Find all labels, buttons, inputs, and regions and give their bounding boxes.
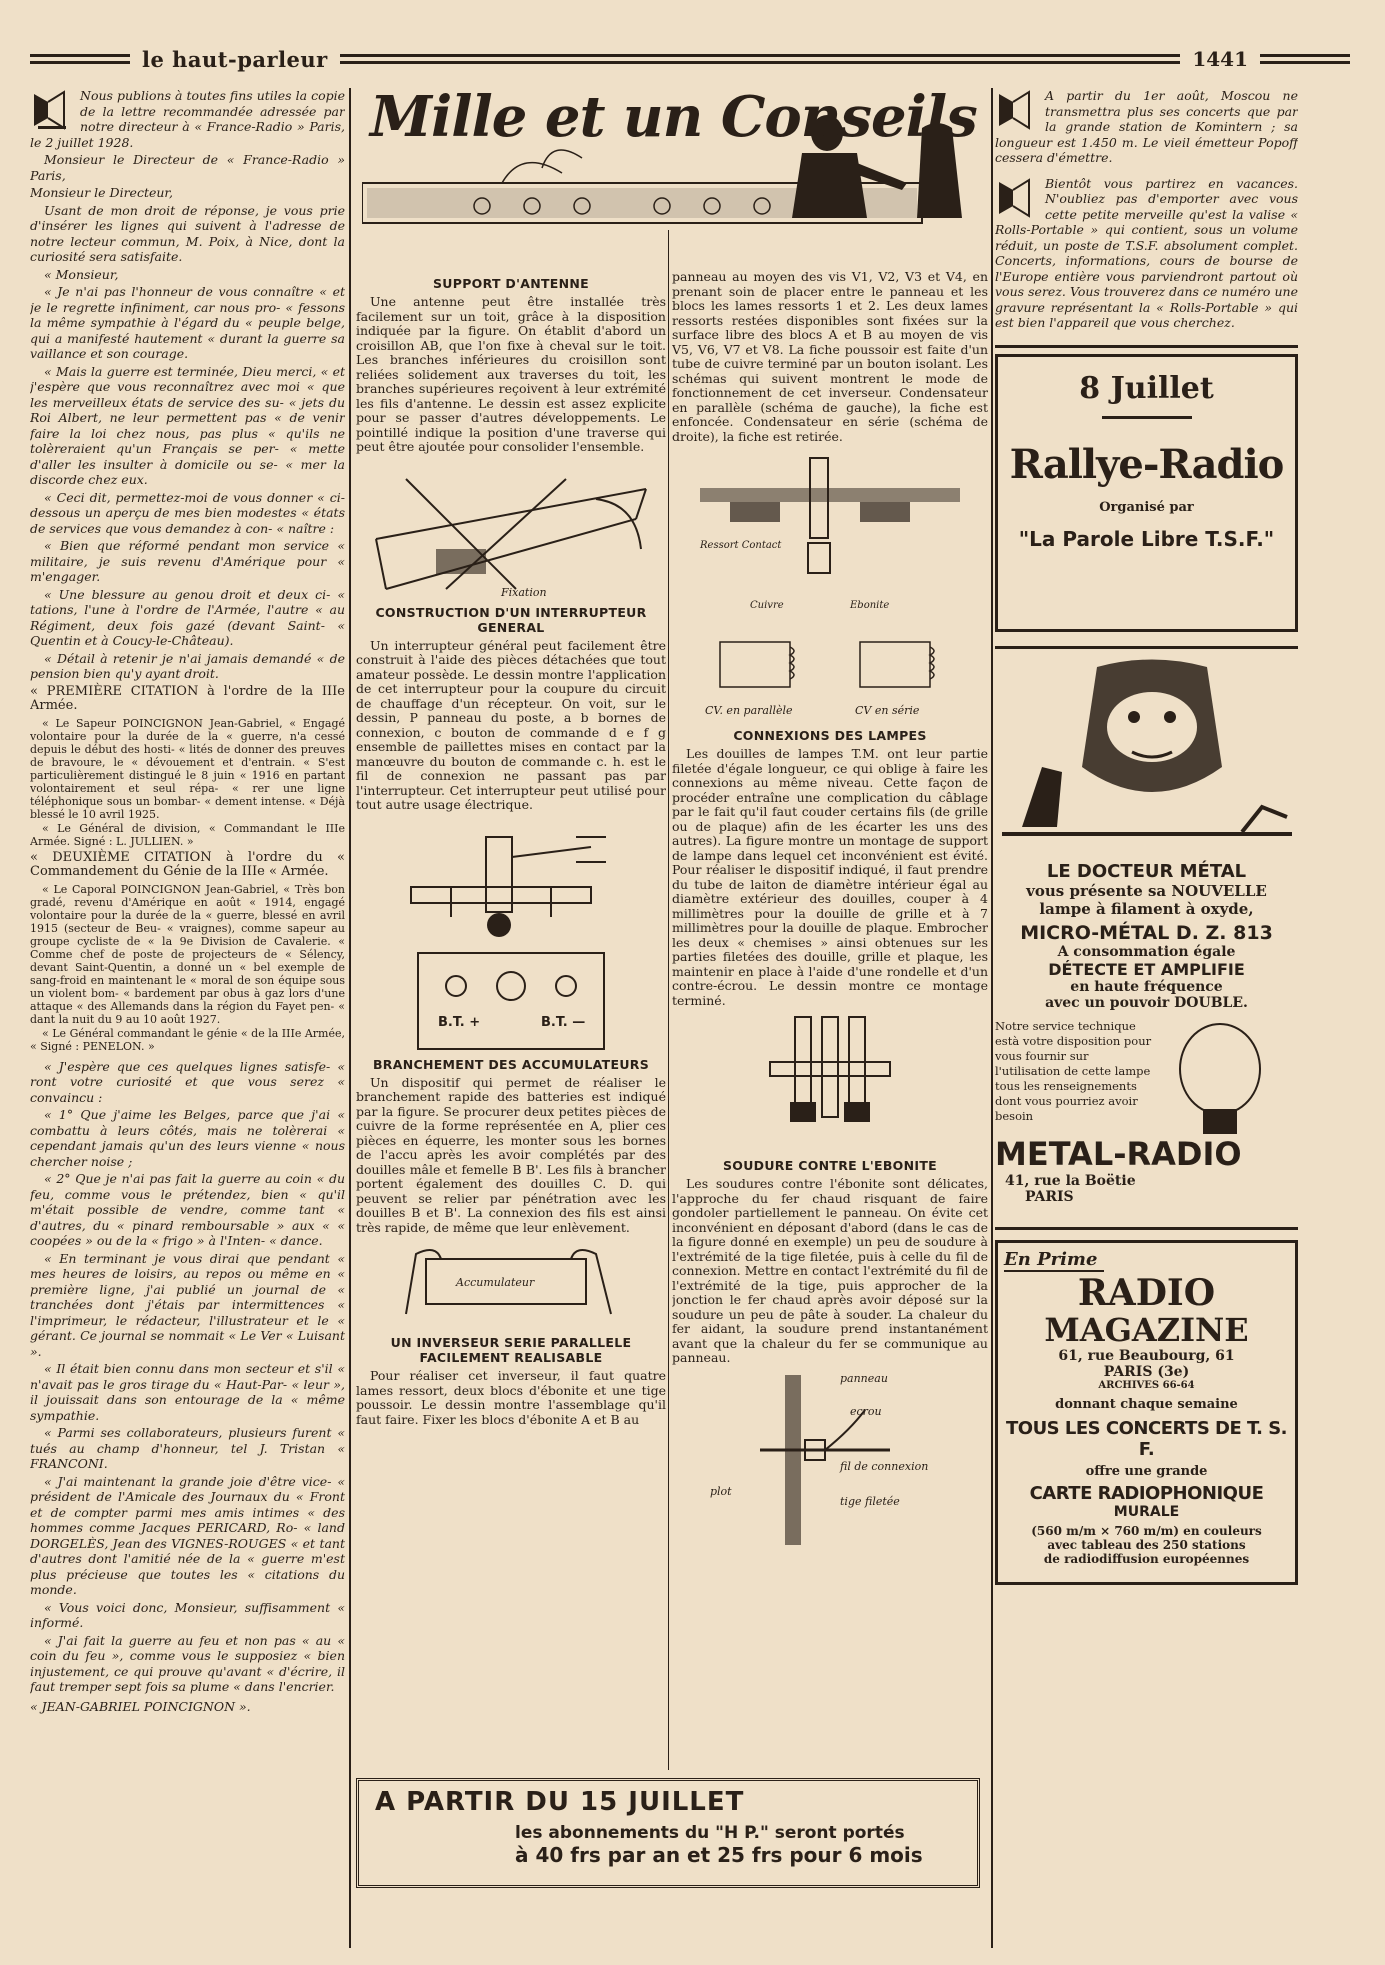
- ad-line: LE DOCTEUR MÉTAL: [1046, 860, 1247, 882]
- intro-note: Nous publions à toutes fins utiles la copie de la lettre recommandée adressée par notre directeur à « France-Radio » Paris, le 2 juillet 1928.: [30, 88, 345, 150]
- ad-address: 41, rue la Boëtie: [1005, 1172, 1136, 1189]
- section-banner-title: Mille et un Conseils: [370, 84, 977, 150]
- announcement-line: à 40 frs par an et 25 frs pour 6 mois: [515, 1843, 923, 1867]
- ad-line: lampe à filament à oxyde,: [1039, 899, 1254, 918]
- citation-signature: « Le Général commandant le génie « de la IIIe Armée, « Signé : PENELON. »: [30, 1026, 345, 1053]
- ad-line: CARTE RADIOPHONIQUE: [1029, 1482, 1264, 1504]
- letter-salutation: Monsieur le Directeur,: [30, 185, 173, 200]
- citation-text: « Le Sapeur POINCIGNON Jean-Gabriel, « Engagé volontaire pour la durée de la « guerre, n'a cessé depuis le début des hosti- « lités de donner des preuves de bravoure, le « dévouement et d'entrain. « S'est particulièrement distingué le 8 juin « 1916 en partant volontairement et seul répa- « rer une ligne téléphonique sous un bombar- « dement intense. « Déjà blessé le 10 avril 1925.: [30, 716, 345, 821]
- letter-signature: « JEAN-GABRIEL POINCIGNON ».: [30, 1698, 251, 1714]
- ad-subtitle: Organisé par: [1099, 499, 1194, 515]
- masthead-rule-right: [1260, 54, 1350, 64]
- column-divider: [991, 88, 993, 1948]
- ad-line: DÉTECTE ET AMPLIFIE: [1048, 959, 1245, 979]
- masthead-rule-left: [30, 54, 130, 64]
- accumulator-diagram: [386, 1239, 636, 1329]
- ad-city: PARIS: [1025, 1188, 1074, 1205]
- letter-paragraph: « Parmi ses collaborateurs, plusieurs furent « tués au champ d'honneur, tel J. Tristan « FRANCONI.: [30, 1425, 345, 1471]
- switch-diagram: [391, 817, 631, 947]
- article-heading: BRANCHEMENT DES ACCUMULATEURS: [372, 1056, 650, 1072]
- letter-paragraph: « J'ai fait la guerre au feu et non pas « au « coin du feu », comme vous le supposiez « bien injustement, ce qui prouve qu'avant « d'écrire, il faut tremper sept fois sa plume « dans l'encrier.: [30, 1632, 345, 1694]
- letter-column: [30, 88, 345, 1948]
- masthead-title: le haut-parleur: [142, 46, 328, 72]
- loudspeaker-icon: [30, 88, 74, 132]
- masthead-rule-center: [340, 54, 1181, 64]
- bt-plus-label: B.T. +: [438, 1014, 481, 1030]
- subscription-announcement: [356, 1778, 980, 1888]
- ad-organizer: "La Parole Libre T.S.F.": [1018, 526, 1275, 551]
- soldering-diagram: [690, 1370, 970, 1545]
- letter-paragraph: « En terminant je vous dirai que pendant « mes heures de loisirs, au repos ou même en « première ligne, j'ai publié un journal de « tranchées dont j'étais par intermittences « l'imprimeur, le rédacteur, l'illustrateur et le « gérant. Ce journal se nommait « Le Ver « Luisant ».: [30, 1250, 345, 1359]
- lamp-tube-icon: [1155, 1019, 1285, 1139]
- article-heading: CONNEXIONS DES LAMPES: [733, 728, 927, 743]
- ad-line: donnant chaque semaine: [1055, 1396, 1238, 1412]
- figure-label: fil de connexion: [840, 1459, 929, 1473]
- ad-line: vous présente sa NOUVELLE: [1026, 881, 1267, 900]
- figure-label: Fixation: [501, 585, 547, 599]
- figure-label: Ressort Contact: [700, 540, 782, 551]
- ad-service-text: Notre service technique està votre disposition pour vous fournir sur l'utilisation de cette lampe tous les renseignements dont vous pourriez avoir besoin: [995, 1018, 1152, 1123]
- letter-paragraph: Usant de mon droit de réponse, je vous prie d'insérer les lignes qui suivent à l'adresse de notre lecteur commun, M. Poix, à Nice, dont la curiosité sera satisfaite.: [30, 202, 345, 264]
- ad-address: 61, rue Beaubourg, 61: [1058, 1347, 1235, 1364]
- ad-line: avec un pouvoir DOUBLE.: [1045, 994, 1248, 1011]
- figure-label: ecrou: [850, 1404, 882, 1418]
- ad-line: offre une grande: [1085, 1463, 1208, 1479]
- lamp-socket-diagram: [760, 1012, 900, 1152]
- letter-address: Monsieur le Directeur de « France-Radio » Paris,: [30, 152, 345, 183]
- rallye-radio-ad: [995, 354, 1298, 632]
- article-heading: SOUDURE CONTRE L'EBONITE: [723, 1158, 937, 1173]
- tips-column-right: [672, 270, 988, 1770]
- ad-line: (560 m/m × 760 m/m) en couleurs: [1031, 1523, 1262, 1538]
- article-text: Les soudures contre l'ébonite sont délicates, l'approche du fer chaud risquant de faire gondoler partiellement le panneau. On évite cet inconvénient en déposant d'abord (dans le cas de la figure donné en exemple) un peu de soudure à l'extrémité de la tige filetée, puis à celle du fil de connexion. Mettre en contact l'extrémité du fil de l'extrémité de la tige, puis approcher de la jonction le fer chaud après avoir déposé sur la soudure un peu de pâte à souder. La chaleur du fer aidant, la soudure prend instantanément avant que la chaleur du fer se communique au panneau.: [672, 1176, 988, 1365]
- letter-paragraph: « J'espère que ces quelques lignes satisfe- « ront votre curiosité et que vous serez « convaincu :: [30, 1058, 345, 1105]
- article-text: Une antenne peut être installée très facilement sur un toit, grâce à la disposition indiquée par la figure. On établit d'abord un croisillon AB, que l'on fixe à cheval sur le toit. Les branches inférieures du croisillon sont reliées solidement aux traverses du toit, les branches supérieures reçoivent à leur extrémité les fils d'antenne. Le dessin est assez explicite pour se passer d'autres développements. Le pointillé indique la position d'une traverse qui peut être ajoutée pour consolider l'ensemble.: [356, 294, 666, 454]
- accumulator-label: Accumulateur: [456, 1276, 535, 1289]
- letter-paragraph: « Je n'ai pas l'honneur de vous connaître « et je le regrette infiniment, car nous pro- « fessons la même sympathie à l'égard du « peuple belge, qui a manifesté hautement « durant la guerre sa vaillance et son courage.: [30, 284, 345, 361]
- figure-label: plot: [710, 1484, 732, 1498]
- condenser-schematic: [690, 622, 970, 722]
- letter-paragraph: « Monsieur,: [44, 266, 119, 282]
- ad-city: PARIS (3e): [1103, 1363, 1190, 1380]
- figure-label: Cuivre: [750, 600, 784, 611]
- citation-signature: « Le Général de division, « Commandant le IIIe Armée. Signé : L. JULLIEN. »: [30, 821, 345, 848]
- ad-divider: [1102, 416, 1192, 419]
- tips-column-left: [356, 270, 666, 1770]
- article-text: panneau au moyen des vis V1, V2, V3 et V4, en prenant soin de placer entre le panneau et les blocs les lames ressorts 1 et 2. Les deux lames ressorts restées disponibles sont fixées sur la surface libre des blocs A et B au moyen de vis V5, V6, V7 et V8. La fiche poussoir est faite d'un tube de cuivre terminé par un bouton isolant. Les schémas qui suivent montrent le mode de fonctionnement de cet inverseur. Condensateur en parallèle (schéma de gauche), la fiche est enfoncée. Condensateur en série (schéma de droite), la fiche est retirée.: [672, 270, 988, 444]
- ad-line: ARCHIVES 66-64: [1098, 1379, 1195, 1391]
- ad-title: Rallye-Radio: [1009, 440, 1284, 488]
- ad-prime-label: En Prime: [1004, 1249, 1104, 1272]
- ad-line: MURALE: [1113, 1503, 1180, 1520]
- figure-label: CV. en parallèle: [705, 704, 793, 717]
- figure-label: panneau: [840, 1371, 888, 1385]
- letter-paragraph: « Vous voici donc, Monsieur, suffisamment « informé.: [30, 1599, 345, 1630]
- letter-paragraph: « Détail à retenir je n'ai jamais demandé « de pension bien qu'y ayant droit.: [30, 650, 345, 681]
- news-brief: Bientôt vous partirez en vacances. N'oubliez pas d'emporter avec vous cette petite merveille qu'est la valise « Rolls-Portable » qui contient, sous un volume réduit, un poste de T.S.F. absolument complet. Concerts, informations, cours de bourse de l'Europe entière vous parviendront partout où vous serez. Vous trouverez dans ce numéro une gravure représentant la « Rolls-Portable » qui est bien l'appareil que vous cherchez.: [995, 175, 1298, 330]
- article-text: Pour réaliser cet inverseur, il faut quatre lames ressort, deux blocs d'ébonite et une tige poussoir. Le dessin montre l'assemblage qu'il faut faire. Fixer les blocs d'ébonite A et B au: [356, 1368, 666, 1427]
- ad-brand: METAL-RADIO: [995, 1134, 1242, 1173]
- ad-date: 8 Juillet: [1079, 370, 1214, 406]
- ad-line: A consommation égale: [1057, 943, 1236, 960]
- figure-label: Ebonite: [850, 600, 890, 611]
- figure-label: CV en série: [855, 704, 920, 717]
- ad-line: de radiodiffusion européennes: [1043, 1551, 1250, 1566]
- docteur-metal-illustration: [1002, 657, 1292, 857]
- inverter-diagram: [690, 448, 970, 618]
- ad-line: TOUS LES CONCERTS DE T. S. F.: [1005, 1417, 1288, 1460]
- letter-paragraph: « Bien que réformé pendant mon service « militaire, je suis revenu d'Amérique pour « m'engager.: [30, 538, 345, 584]
- column-divider: [668, 230, 669, 1770]
- letter-paragraph: « Ceci dit, permettez-moi de vous donner « ci-dessous un aperçu de mes bien modestes « états de services que vous demandez à con- « naître :: [30, 489, 345, 536]
- article-text: Un dispositif qui permet de réaliser le branchement rapide des batteries est indiqué par la figure. Se procurer deux petites pièces de cuivre de la forme représentée en A, plier ces pièces en équerre, les monter sous les bornes de l'accu après les avoir complétés par des douilles mâle et femelle B B'. Les fils à brancher portent également des douilles C. D. qui peuvent se relier par pénétration avec les douilles B et B'. La connexion des fils est ainsi très rapide, de même que leur enlèvement.: [356, 1074, 666, 1235]
- antenna-support-diagram: [366, 459, 656, 599]
- article-heading: UN INVERSEUR SERIE PARALLELE FACILEMENT REALISABLE: [390, 1335, 632, 1365]
- letter-paragraph: « Mais la guerre est terminée, Dieu merci, « et j'espère que vous reconnaîtrez avec moi « que les merveilleux états de service des su- « jets du Roi Albert, ne leur permettent pas « de venir faire la loi chez nous, pas plus « qu'ils ne tolèreraient qu'un Français se per- « mette d'aller les insulter à domicile ou se- « mer la discorde chez eux.: [30, 363, 345, 487]
- citation-text: « Le Caporal POINCIGNON Jean-Gabriel, « Très bon gradé, revenu d'Amérique en août « 1914, engagé volontaire pour la durée de la « guerre, blessé en avril 1915 (secteur de Beu- « vraignes), comme sapeur au groupe cycliste de « la 9e Division de Cavalerie. « Comme chef de poste de projecteurs de « Sélency, devant Saint-Quentin, a donné un « bel exemple de sang-froid en maintenant le « moral de son équipe sous un violent bom- « bardement par obus à gaz lors d'une attaque « des Allemands dans la région du Fayet pen- « dant la nuit du 9 au 10 août 1927.: [30, 882, 345, 1026]
- ad-line: en haute fréquence: [1070, 978, 1223, 995]
- ad-line: avec tableau des 250 stations: [1047, 1537, 1246, 1552]
- figure-label: tige filetée: [840, 1494, 900, 1508]
- bt-minus-label: B.T. —: [541, 1014, 586, 1030]
- column-divider: [349, 88, 351, 1948]
- battery-terminal-panel: [416, 951, 606, 1051]
- page-number: 1441: [1192, 47, 1248, 71]
- announcement-title: A PARTIR DU 15 JUILLET: [375, 1787, 745, 1817]
- loudspeaker-icon: [995, 176, 1039, 220]
- ads-column: [995, 88, 1298, 1948]
- loudspeaker-icon: [995, 88, 1039, 132]
- letter-paragraph: « 1° Que j'aime les Belges, parce que j'ai « combattu à leurs côtés, mais ne tolèrerai « cependant jamais qu'un des leurs vienne « nous chercher noise ;: [30, 1107, 345, 1169]
- letter-paragraph: « Il était bien connu dans mon secteur et s'il « n'avait pas le gros tirage du « Haut-Par- « leur », il jouissait dans son entourage de la « même sympathie.: [30, 1361, 345, 1423]
- citation-title: « PREMIÈRE CITATION à l'ordre de la IIIe Armée.: [30, 683, 345, 713]
- article-heading: CONSTRUCTION D'UN INTERRUPTEUR GENERAL: [375, 604, 647, 635]
- article-heading: SUPPORT D'ANTENNE: [432, 276, 589, 291]
- article-text: Un interrupteur général peut facilement être construit à l'aide des pièces détachées que tout amateur possède. Le dessin montre l'application de cet interrupteur pour la coupure du circuit de chauffage d'un récepteur. On voit, sur le dessin, P panneau du poste, a b bornes de connexion, c bouton de commande d e f g ensemble de paillettes mises en contact par la manœuvre du bouton de commande c. h. est le fil de connexion ne passant pas par l'interrupteur. Cet interrupteur peut utilisé pour tout autre usage électrique.: [356, 637, 666, 812]
- ad-line: MICRO-MÉTAL D. Z. 813: [1020, 921, 1273, 944]
- ad-title: RADIO: [1077, 1271, 1216, 1314]
- letter-paragraph: « 2° Que je n'ai pas fait la guerre au coin « du feu, comme vous le prétendez, bien « qu'il m'était possible de vendre, comme tant « d'autres, du « pinard remboursable » aux « « coopées » ou de la « frigo » à l'Inten- « dance.: [30, 1171, 345, 1248]
- article-text: Les douilles de lampes T.M. ont leur partie filetée d'égale longueur, ce qui oblige à faire les connexions au même niveau. Cette façon de procéder entraîne une complication du câblage par le fait qu'il faut couder certains fils (de grille ou de plaque) afin de les écarter les uns des autres). La figure montre un montage de support de lampe dans lequel cet inconvénient est évité. Pour réaliser le dispositif indiqué, il faut prendre du tube de laiton de diamètre intérieur égal au diamètre extérieur des douilles, couper à 4 millimètres pour la douille de grille et à 7 millimètres pour la douille de plaque. Embrocher les deux « chemises » ainsi obtenues sur les parties filetées des douille, grille et plaque, les maintenir en place à l'aide d'une rondelle et d'un contre-écrou. Le dessin montre ce montage terminé.: [672, 746, 988, 1008]
- news-brief: A partir du 1er août, Moscou ne transmettra plus ses concerts que par la grande station de Komintern ; sa longueur est 1.450 m. Le vieil émetteur Popoff cessera d'émettre.: [995, 88, 1298, 165]
- radio-magazine-ad: [995, 1240, 1298, 1585]
- letter-paragraph: « J'ai maintenant la grande joie d'être vice- « président de l'Amicale des Journaux du « Front et de compter parmi mes amis intimes « des hommes comme Jacques PERICARD, Ro- « land DORGELÈS, Jean des VIGNES-ROUGES « et tant d'autres dont l'amitié née de la « guerre m'est plus précieuse que toutes les « citations du monde.: [30, 1473, 345, 1597]
- ad-title: MAGAZINE: [1044, 1310, 1249, 1349]
- section-banner: [362, 84, 982, 228]
- masthead: [30, 42, 1350, 76]
- announcement-line: les abonnements du "H P." seront portés: [515, 1823, 905, 1843]
- citation-title: « DEUXIÈME CITATION à l'ordre du « Commandement du Génie de la IIIe « Armée.: [30, 849, 345, 879]
- metal-radio-ad: [995, 657, 1298, 1217]
- letter-paragraph: « Une blessure au genou droit et deux ci- « tations, l'une à l'ordre de l'Armée, l'autre « au Régiment, deux fois gazé (devant Saint- « Quentin et à Coucy-le-Château).: [30, 586, 345, 648]
